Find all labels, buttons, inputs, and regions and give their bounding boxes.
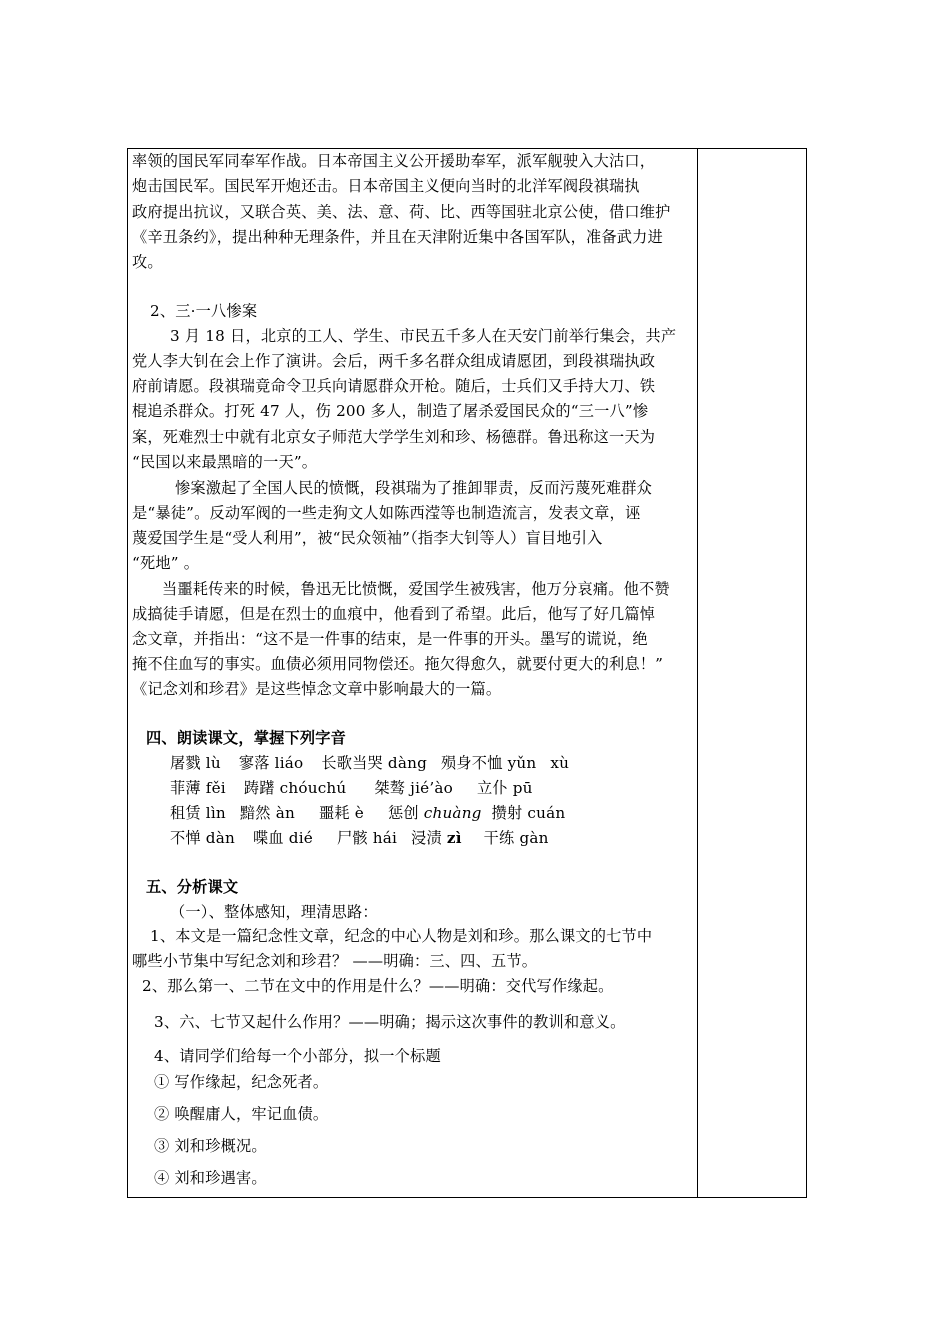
title-item: ② 唤醒庸人，牢记血债。 bbox=[154, 1105, 329, 1123]
question-line: 哪些小节集中写纪念刘和珍君？ ——明确：三、四、五节。 bbox=[132, 952, 538, 970]
text-line: 3 月 18 日，北京的工人、学生、市民五千多人在天安门前举行集会，共产 bbox=[170, 327, 677, 345]
pinyin-italic: chuàng bbox=[423, 804, 482, 822]
text-line: 率领的国民军同奉军作战。日本帝国主义公开援助奉军，派军舰驶入大沽口， bbox=[132, 152, 656, 170]
word-item: xù bbox=[550, 754, 570, 772]
text-line: 府前请愿。段祺瑞竟命令卫兵向请愿群众开枪。随后，士兵们又手持大刀、铁 bbox=[132, 377, 656, 395]
word-item: 尸骸 hái bbox=[336, 829, 398, 847]
text-line: 《辛丑条约》，提出种种无理条件，并且在天津附近集中各国军队，准备武力进 bbox=[132, 228, 663, 246]
text-line: 成搞徒手请愿，但是在烈士的血痕中，他看到了希望。此后，他写了好几篇悼 bbox=[132, 605, 656, 623]
question-line: 1、本文是一篇纪念性文章，纪念的中心人物是刘和珍。那么课文的七节中 bbox=[150, 927, 653, 945]
word-item: 菲薄 fěi bbox=[170, 779, 226, 797]
word-item: 桀骜 jié’ào bbox=[374, 779, 453, 797]
text-line: 政府提出抗议，又联合英、美、法、意、荷、比、西等国驻北京公使，借口维护 bbox=[132, 203, 671, 221]
word-item: 踌躇 chóuchú bbox=[243, 779, 347, 797]
text-line: 是“暴徒”。反动军阀的一些走狗文人如陈西滢等也制造流言，发表文章，诬 bbox=[132, 504, 641, 522]
word-item: 租赁 lìn bbox=[170, 804, 226, 822]
text-line: 《记念刘和珍君》是这些悼念文章中影响最大的一篇。 bbox=[132, 680, 502, 698]
word-item: 立仆 pū bbox=[476, 779, 533, 797]
title-item: ③ 刘和珍概况。 bbox=[154, 1137, 267, 1155]
word-item: 殒身不恤 yǔn bbox=[441, 754, 537, 772]
pinyin-bold: zì bbox=[446, 829, 462, 847]
text-line: 案，死难烈士中就有北京女子师范大学学生刘和珍、杨德群。鲁迅称这一天为 bbox=[132, 428, 656, 446]
word-item: 攒射 cuán bbox=[491, 804, 566, 822]
pronunciation-row bbox=[170, 778, 533, 798]
column-divider bbox=[697, 149, 698, 1197]
word-item: 浸渍 bbox=[411, 829, 442, 847]
word-item: 惩创 bbox=[387, 804, 419, 822]
subsection-heading: （一）、整体感知，理清思路： bbox=[170, 903, 378, 921]
word-item: 屠戮 lù bbox=[170, 754, 221, 772]
section-heading: 四、朗读课文，掌握下列字音 bbox=[146, 729, 347, 747]
text-line: 攻。 bbox=[132, 253, 163, 271]
text-line: 当噩耗传来的时候，鲁迅无比愤慨，爱国学生被残害，他万分哀痛。他不赞 bbox=[162, 580, 670, 598]
word-item: 寥落 liáo bbox=[238, 754, 304, 772]
text-line: 掩不住血写的事实。血债必须用同物偿还。拖欠得愈久，就要付更大的利息！” bbox=[132, 655, 664, 673]
text-line: 炮击国民军。国民军开炮还击。日本帝国主义便向当时的北洋军阀段祺瑞执 bbox=[132, 177, 640, 195]
title-item: ① 写作缘起，纪念死者。 bbox=[154, 1073, 329, 1091]
word-item: 长歌当哭 dàng bbox=[321, 754, 428, 772]
word-item: 干练 gàn bbox=[483, 829, 549, 847]
word-item: 不惮 dàn bbox=[170, 829, 235, 847]
word-item: 黯然 àn bbox=[239, 804, 295, 822]
text-line: “民国以来最黑暗的一天”。 bbox=[132, 453, 318, 471]
text-line: 棍追杀群众。打死 47 人，伤 200 多人，制造了屠杀爱国民众的“三一八”惨 bbox=[132, 402, 649, 420]
pronunciation-row bbox=[170, 828, 549, 848]
question-line: 4、请同学们给每一个小部分，拟一个标题 bbox=[154, 1047, 441, 1065]
section-heading: 2、三·一八惨案 bbox=[150, 302, 258, 320]
text-line: 蔑爱国学生是“受人利用”，被“民众领袖”（指李大钊等人）盲目地引入 bbox=[132, 529, 603, 547]
word-item: 噩耗 è bbox=[318, 804, 364, 822]
text-line: 党人李大钊在会上作了演讲。会后，两千多名群众组成请愿团，到段祺瑞执政 bbox=[132, 352, 656, 370]
text-line: “死地” 。 bbox=[132, 554, 200, 572]
word-item: 喋血 dié bbox=[252, 829, 313, 847]
text-line: 惨案激起了全国人民的愤慨，段祺瑞为了推卸罪责，反而污蔑死难群众 bbox=[175, 479, 653, 497]
lesson-plan-table bbox=[127, 148, 807, 1198]
pronunciation-row bbox=[170, 803, 565, 823]
question-line: 2、那么第一、二节在文中的作用是什么？——明确：交代写作缘起。 bbox=[142, 977, 614, 995]
title-item: ④ 刘和珍遇害。 bbox=[154, 1169, 267, 1187]
text-line: 念文章，并指出：“这不是一件事的结束，是一件事的开头。墨写的谎说，绝 bbox=[132, 630, 648, 648]
question-line: 3、六、七节又起什么作用？——明确；揭示这次事件的教训和意义。 bbox=[154, 1013, 626, 1031]
pronunciation-row bbox=[170, 753, 569, 773]
section-heading: 五、分析课文 bbox=[146, 878, 239, 896]
